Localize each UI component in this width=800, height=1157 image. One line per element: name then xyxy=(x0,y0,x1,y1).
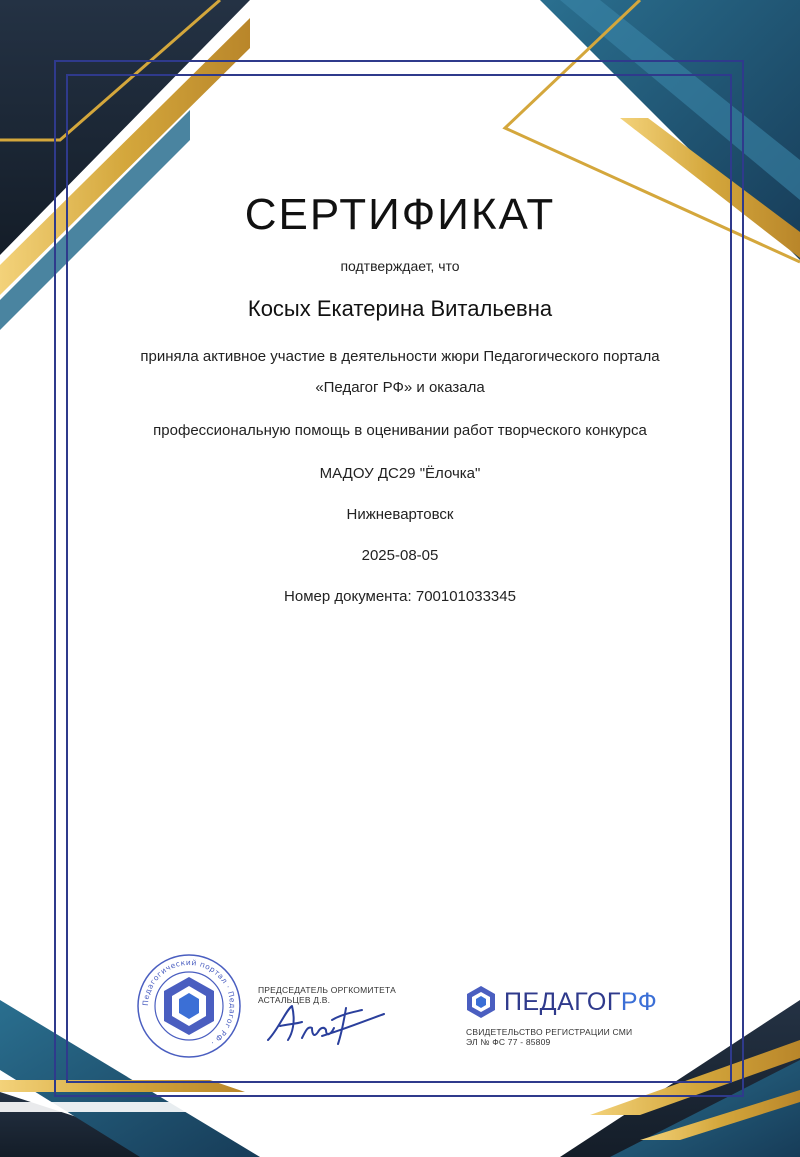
registration-line-2: ЭЛ № ФС 77 - 85809 xyxy=(466,1037,551,1047)
description-line-3: профессиональную помощь в оценивании работ творческого конкурса xyxy=(153,422,647,439)
brand-name-accent: РФ xyxy=(620,987,658,1016)
brand-logo xyxy=(466,985,696,1019)
certificate-body xyxy=(80,190,720,605)
chairman-role: ПРЕДСЕДАТЕЛЬ ОРГКОМИТЕТА xyxy=(258,985,396,995)
seal-graphic xyxy=(136,953,242,1059)
certificate-subtitle: подтверждает, что xyxy=(340,258,460,274)
brand-name xyxy=(504,988,657,1017)
description-line-2: «Педагог РФ» и оказала xyxy=(315,379,485,396)
description-line-1: приняла активное участие в деятельности жюри Педагогического портала xyxy=(140,348,660,365)
brand-hexagon-icon xyxy=(466,985,496,1019)
recipient-name: Косых Екатерина Витальевна xyxy=(247,296,553,321)
portal-seal xyxy=(136,953,242,1059)
seal-ring-text: Педагогический портал · Педагог РФ · xyxy=(140,957,238,1048)
bottom-left-white-stripe xyxy=(0,1102,290,1112)
brand-block xyxy=(466,985,696,1047)
chairman-signature xyxy=(262,1000,392,1048)
organization-name: МАДОУ ДС29 "Ёлочка" xyxy=(319,465,481,482)
document-number: Номер документа: 700101033345 xyxy=(284,588,516,605)
certificate-title: СЕРТИФИКАТ xyxy=(244,190,556,239)
issue-date: 2025-08-05 xyxy=(361,547,439,564)
brand-name-main: ПЕДАГОГ xyxy=(504,987,621,1016)
registration-line-1: СВИДЕТЕЛЬСТВО РЕГИСТРАЦИИ СМИ xyxy=(466,1027,633,1037)
chairman-name: АСТАЛЬЦЕВ Д.В. xyxy=(258,995,331,1005)
city-name: Нижневартовск xyxy=(346,506,454,523)
